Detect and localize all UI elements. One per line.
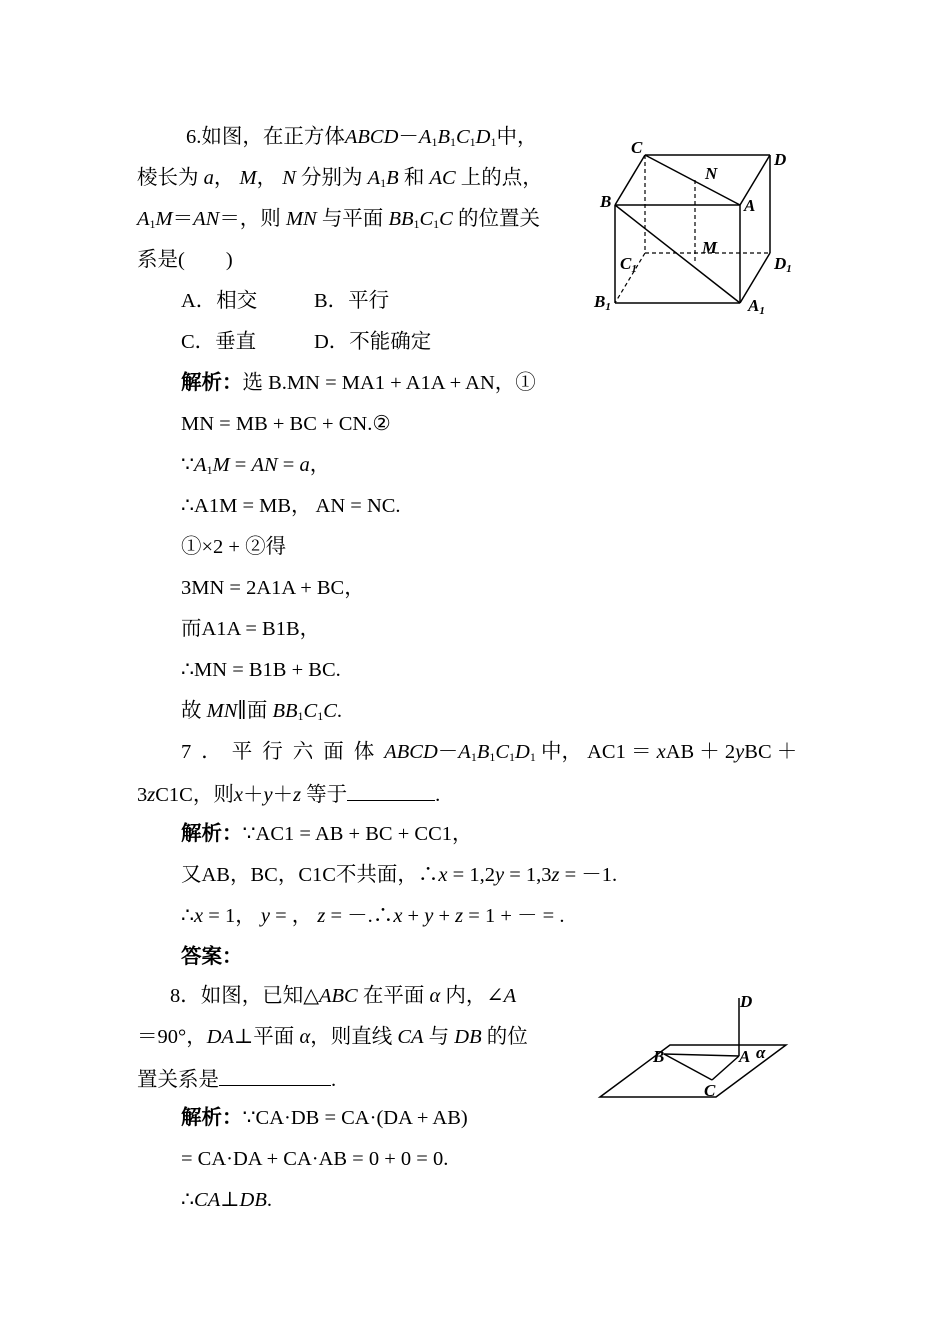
cube-label-n: N: [705, 164, 718, 183]
q8-solution-3: ∴CA⊥DB.: [181, 1189, 272, 1211]
cube-label-m: M: [702, 238, 718, 257]
q7-solution-3: ∴x = 1， y = ， z = －.∴x + y + z = 1 + － = .: [181, 905, 565, 927]
cube-label-c1: C1: [620, 254, 637, 275]
q6-solution-7: 而A1A = B1B，: [181, 618, 321, 640]
cube-figure: [590, 135, 815, 320]
q6-line-4: 系是( ): [137, 249, 233, 271]
cube-label-b: B: [600, 192, 612, 211]
cube-label-d1: D1: [774, 254, 792, 275]
q6-solution-5: ①×2 + ②得: [181, 536, 287, 558]
q8-solution-2: = CA·DA + CA·AB = 0 + 0 = 0.: [181, 1148, 449, 1170]
q6-line-1: 6.如图，在正方体$ABCD-A_1B_1C_1D_1$中，: [186, 126, 538, 149]
q7-answer-blank: [347, 780, 435, 801]
q6-solution-8: ∴MN = B1B + BC.: [181, 659, 341, 681]
plane-label-a: A: [739, 1047, 751, 1066]
cube-label-d: D: [774, 150, 787, 169]
q6-line-3: $A_1M=AN=$，则 MN 与平面 $BB_1C_1C$ 的位置关: [137, 208, 540, 231]
q6-solution-9: 故 MN∥面 $BB_1C_1C$.: [181, 700, 343, 723]
cube-label-a: A: [744, 196, 756, 215]
q6-option-a: A．相交: [181, 290, 258, 312]
plane-label-alpha: α: [756, 1043, 766, 1062]
q7-line-1: 7．平行六面体$ABCD-A_1B_1C_1D_1$ 中， AC1 ＝ xAB ＋ 2yBC ＋: [181, 741, 798, 764]
cube-label-a1: A1: [748, 296, 765, 317]
q8-line-3: 置关系是 .: [137, 1065, 336, 1093]
q7-solution-2: 又AB，BC，C1C不共面，∴x = 1,2y = 1,3z = －1.: [181, 864, 618, 886]
q6-solution-2: MN = MB + BC + CN.②: [181, 413, 391, 435]
plane-label-b: B: [653, 1047, 665, 1066]
q6-solution-6: 3MN = 2A1A + BC，: [181, 577, 365, 599]
q6-solution-3: $\because A_1M$ = AN = a，: [181, 454, 331, 477]
q6-solution-1: 解析：选 B.MN = MA1 + A1A + AN，①: [181, 372, 536, 394]
q8-line-1: 8．如图，已知△ABC 在平面 α 内，∠A: [170, 985, 517, 1007]
q8-line-2: ＝90°，DA⊥平面 α，则直线 CA 与 DB 的位: [137, 1026, 528, 1048]
plane-label-d: D: [740, 992, 753, 1011]
q6-option-c: C．垂直: [181, 331, 257, 353]
q7-answer-label: 答案：: [181, 946, 243, 968]
plane-label-c: C: [704, 1081, 716, 1100]
q7-solution-1: 解析：∵AC1 = AB + BC + CC1，: [181, 823, 473, 845]
q7-line-2: 3zC1C，则x＋y＋z 等于 .: [137, 780, 440, 808]
q6-line-2: 棱长为 a， M， N 分别为 $A_1B$ 和 AC 上的点，: [137, 167, 543, 190]
q6-solution-4: ∴A1M = MB， AN = NC.: [181, 495, 401, 517]
q6-option-b: B．平行: [314, 290, 390, 312]
q8-solution-1: 解析：∵CA·DB = CA·(DA + AB): [181, 1107, 468, 1129]
cube-label-b1: B1: [594, 292, 611, 313]
q6-option-d: D．不能确定: [314, 331, 432, 353]
cube-label-c: C: [631, 138, 643, 157]
q8-answer-blank: [219, 1065, 331, 1086]
plane-figure: [590, 990, 800, 1105]
